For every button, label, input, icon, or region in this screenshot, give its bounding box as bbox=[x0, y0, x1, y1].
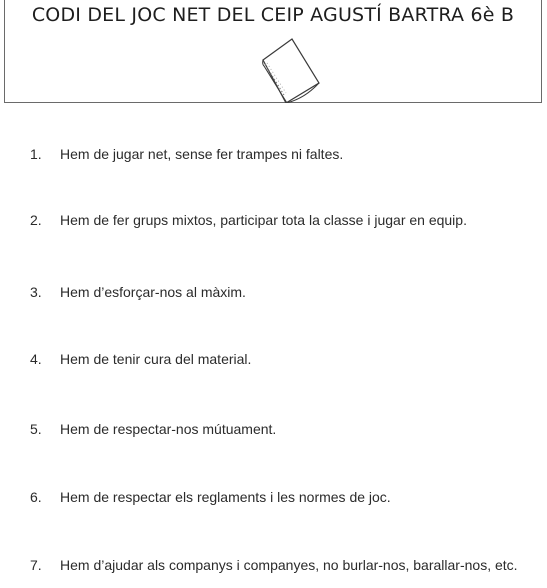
item-text: Hem de tenir cura del material. bbox=[60, 351, 252, 367]
item-number: 1. bbox=[30, 146, 42, 162]
item-number: 5. bbox=[30, 421, 42, 437]
list-item bbox=[30, 351, 535, 368]
list-item bbox=[30, 146, 535, 163]
item-text: Hem de respectar els reglaments i les normes de joc. bbox=[60, 489, 391, 505]
item-number: 7. bbox=[30, 557, 42, 573]
item-text: Hem de jugar net, sense fer trampes ni faltes. bbox=[60, 146, 344, 162]
item-text: Hem de respectar-nos mútuament. bbox=[60, 421, 277, 437]
item-text: Hem d’ajudar als companys i companyes, no burlar-nos, barallar-nos, etc. bbox=[60, 557, 518, 573]
list-item bbox=[30, 212, 535, 229]
item-text: Hem d’esforçar-nos al màxim. bbox=[60, 284, 246, 300]
list-item bbox=[30, 489, 535, 506]
item-text: Hem de fer grups mixtos, participar tota la classe i jugar en equip. bbox=[60, 212, 467, 228]
list-item bbox=[30, 557, 535, 574]
list-item bbox=[30, 284, 535, 301]
item-number: 6. bbox=[30, 489, 42, 505]
list-item bbox=[30, 421, 535, 438]
document-title: CODI DEL JOC NET DEL CEIP AGUSTÍ BARTRA 6è B bbox=[31, 4, 515, 26]
item-number: 3. bbox=[30, 284, 42, 300]
item-number: 4. bbox=[30, 351, 42, 367]
item-number: 2. bbox=[30, 212, 42, 228]
